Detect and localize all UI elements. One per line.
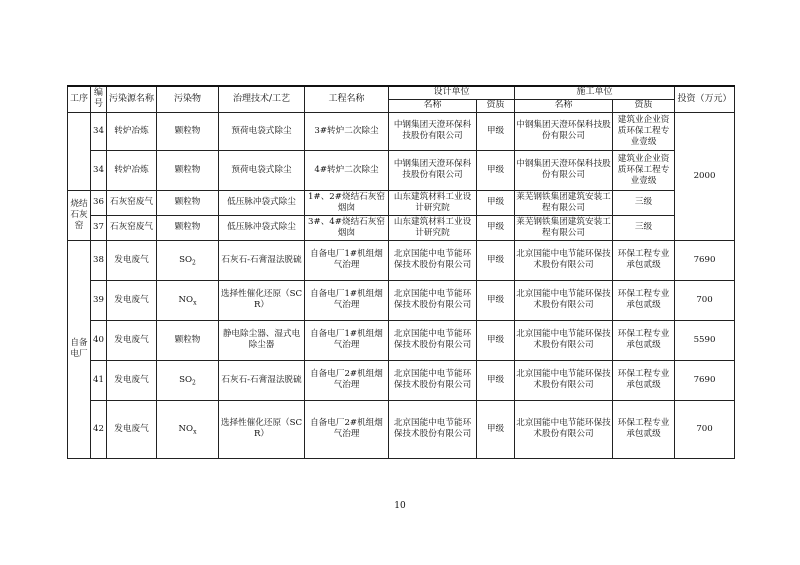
- page-number: 10: [394, 501, 406, 511]
- header-no: 编号: [91, 86, 107, 112]
- cell-build-qualification: 建筑业企业资质环保工程专业壹级: [613, 150, 675, 190]
- cell-source: 转炉冶炼: [107, 150, 157, 190]
- cell-tech: 预荷电袋式除尘: [219, 112, 305, 150]
- table-row: [68, 280, 735, 320]
- cell-pollutant: 颗粒物: [157, 320, 219, 360]
- cell-design-unit: 北京国能中电节能环保技术股份有限公司: [389, 320, 477, 360]
- cell-build-unit: 北京国能中电节能环保技术股份有限公司: [515, 280, 613, 320]
- cell-design-qualification: 甲级: [477, 240, 515, 280]
- cell-design-unit: 中钢集团天澄环保科技股份有限公司: [389, 112, 477, 150]
- cell-tech: 选择性催化还原（SCR）: [219, 400, 305, 458]
- header-investment: 投资（万元）: [675, 86, 735, 112]
- cell-tech: 石灰石-石膏湿法脱硫: [219, 360, 305, 400]
- cell-project: 4#转炉二次除尘: [305, 150, 389, 190]
- cell-project: 自备电厂2#机组烟气治理: [305, 360, 389, 400]
- table-row: [68, 360, 735, 400]
- pollutant-subscript: x: [193, 428, 197, 436]
- pollution-control-table: [67, 85, 735, 459]
- cell-no: 38: [91, 240, 107, 280]
- cell-source: 转炉冶炼: [107, 112, 157, 150]
- cell-tech: 低压脉冲袋式除尘: [219, 190, 305, 215]
- pollutant-subscript: 2: [192, 379, 196, 387]
- header-design-name: 名称: [389, 99, 477, 112]
- cell-pollutant: 颗粒物: [157, 215, 219, 240]
- table-row: [68, 240, 735, 280]
- header-project: 工程名称: [305, 86, 389, 112]
- cell-project: 自备电厂2#机组烟气治理: [305, 400, 389, 458]
- cell-build-qualification: 三级: [613, 215, 675, 240]
- cell-pollutant: [157, 400, 219, 458]
- cell-design-unit: 山东建筑材料工业设计研究院: [389, 215, 477, 240]
- cell-source: 发电废气: [107, 240, 157, 280]
- header-process: 工序: [68, 86, 91, 112]
- cell-investment: 700: [675, 400, 735, 458]
- cell-pollutant: [157, 360, 219, 400]
- cell-design-unit: 北京国能中电节能环保技术股份有限公司: [389, 400, 477, 458]
- cell-build-unit: 北京国能中电节能环保技术股份有限公司: [515, 400, 613, 458]
- cell-investment: 700: [675, 280, 735, 320]
- cell-design-unit: 北京国能中电节能环保技术股份有限公司: [389, 360, 477, 400]
- cell-pollutant: 颗粒物: [157, 150, 219, 190]
- cell-source: 发电废气: [107, 360, 157, 400]
- table-row: [68, 400, 735, 458]
- cell-build-qualification: 环保工程专业承包贰级: [613, 280, 675, 320]
- cell-source: 石灰窑废气: [107, 215, 157, 240]
- cell-source: 发电废气: [107, 320, 157, 360]
- cell-source: 石灰窑废气: [107, 190, 157, 215]
- cell-tech: 石灰石-石膏湿法脱硫: [219, 240, 305, 280]
- cell-project: 自备电厂1#机组烟气治理: [305, 280, 389, 320]
- header-build-name: 名称: [515, 99, 613, 112]
- cell-investment-merged: 2000: [675, 112, 735, 240]
- pollutant-main: NO: [178, 423, 194, 434]
- cell-no: 41: [91, 360, 107, 400]
- cell-no: 34: [91, 150, 107, 190]
- cell-design-qualification: 甲级: [477, 190, 515, 215]
- cell-pollutant: [157, 280, 219, 320]
- cell-design-unit: 北京国能中电节能环保技术股份有限公司: [389, 240, 477, 280]
- cell-build-unit: 北京国能中电节能环保技术股份有限公司: [515, 320, 613, 360]
- cell-design-qualification: 甲级: [477, 320, 515, 360]
- cell-project: 3#转炉二次除尘: [305, 112, 389, 150]
- cell-project: 自备电厂1#机组烟气治理: [305, 320, 389, 360]
- cell-investment: 7690: [675, 360, 735, 400]
- cell-project: 1#、2#烧结石灰窑烟囱: [305, 190, 389, 215]
- cell-design-unit: 北京国能中电节能环保技术股份有限公司: [389, 280, 477, 320]
- table-row: [68, 150, 735, 190]
- cell-design-qualification: 甲级: [477, 112, 515, 150]
- header-construction-unit: 施工单位: [515, 86, 675, 99]
- table-row: [68, 190, 735, 215]
- cell-pollutant: [157, 240, 219, 280]
- cell-tech: 低压脉冲袋式除尘: [219, 215, 305, 240]
- cell-build-unit: 莱芜钢铁集团建筑安装工程有限公司: [515, 215, 613, 240]
- cell-pollutant: 颗粒物: [157, 190, 219, 215]
- cell-source: 发电废气: [107, 400, 157, 458]
- cell-build-qualification: 环保工程专业承包贰级: [613, 320, 675, 360]
- cell-design-unit: 山东建筑材料工业设计研究院: [389, 190, 477, 215]
- cell-project: 3#、4#烧结石灰窑烟囱: [305, 215, 389, 240]
- cell-tech: 选择性催化还原（SCR）: [219, 280, 305, 320]
- cell-project: 自备电厂1#机组烟气治理: [305, 240, 389, 280]
- header-design-qualification: 资质: [477, 99, 515, 112]
- cell-build-unit: 北京国能中电节能环保技术股份有限公司: [515, 360, 613, 400]
- pollutant-subscript: 2: [192, 259, 196, 267]
- cell-build-unit: 中钢集团天澄环保科技股份有限公司: [515, 150, 613, 190]
- group-lime-kiln: 烧结石灰窑: [68, 190, 91, 240]
- cell-no: 36: [91, 190, 107, 215]
- cell-investment: 7690: [675, 240, 735, 280]
- cell-tech: 预荷电袋式除尘: [219, 150, 305, 190]
- cell-build-qualification: 环保工程专业承包贰级: [613, 400, 675, 458]
- group-power-plant: 自备电厂: [68, 240, 91, 458]
- cell-no: 39: [91, 280, 107, 320]
- cell-design-qualification: 甲级: [477, 215, 515, 240]
- cell-tech: 静电除尘器、湿式电除尘器: [219, 320, 305, 360]
- cell-pollutant: 颗粒物: [157, 112, 219, 150]
- table-row: [68, 320, 735, 360]
- header-design-unit: 设计单位: [389, 86, 515, 99]
- cell-design-qualification: 甲级: [477, 360, 515, 400]
- cell-build-unit: 北京国能中电节能环保技术股份有限公司: [515, 240, 613, 280]
- cell-build-qualification: 建筑业企业资质环保工程专业壹级: [613, 112, 675, 150]
- cell-investment: 5590: [675, 320, 735, 360]
- header-source: 污染源名称: [107, 86, 157, 112]
- header-pollutant: 污染物: [157, 86, 219, 112]
- cell-design-qualification: 甲级: [477, 150, 515, 190]
- pollutant-main: SO: [179, 374, 193, 385]
- cell-design-unit: 中钢集团天澄环保科技股份有限公司: [389, 150, 477, 190]
- process-cell-empty: [68, 112, 91, 190]
- pollutant-main: NO: [178, 294, 194, 305]
- cell-design-qualification: 甲级: [477, 280, 515, 320]
- cell-no: 34: [91, 112, 107, 150]
- cell-build-qualification: 三级: [613, 190, 675, 215]
- cell-design-qualification: 甲级: [477, 400, 515, 458]
- table-row: [68, 215, 735, 240]
- cell-no: 40: [91, 320, 107, 360]
- cell-build-unit: 中钢集团天澄环保科技股份有限公司: [515, 112, 613, 150]
- header-tech: 治理技术/工艺: [219, 86, 305, 112]
- header-build-qualification: 资质: [613, 99, 675, 112]
- cell-build-unit: 莱芜钢铁集团建筑安装工程有限公司: [515, 190, 613, 215]
- cell-build-qualification: 环保工程专业承包贰级: [613, 360, 675, 400]
- cell-no: 37: [91, 215, 107, 240]
- table-row: [68, 112, 735, 150]
- cell-no: 42: [91, 400, 107, 458]
- cell-source: 发电废气: [107, 280, 157, 320]
- pollutant-subscript: x: [193, 299, 197, 307]
- cell-build-qualification: 环保工程专业承包贰级: [613, 240, 675, 280]
- pollutant-main: SO: [179, 254, 193, 265]
